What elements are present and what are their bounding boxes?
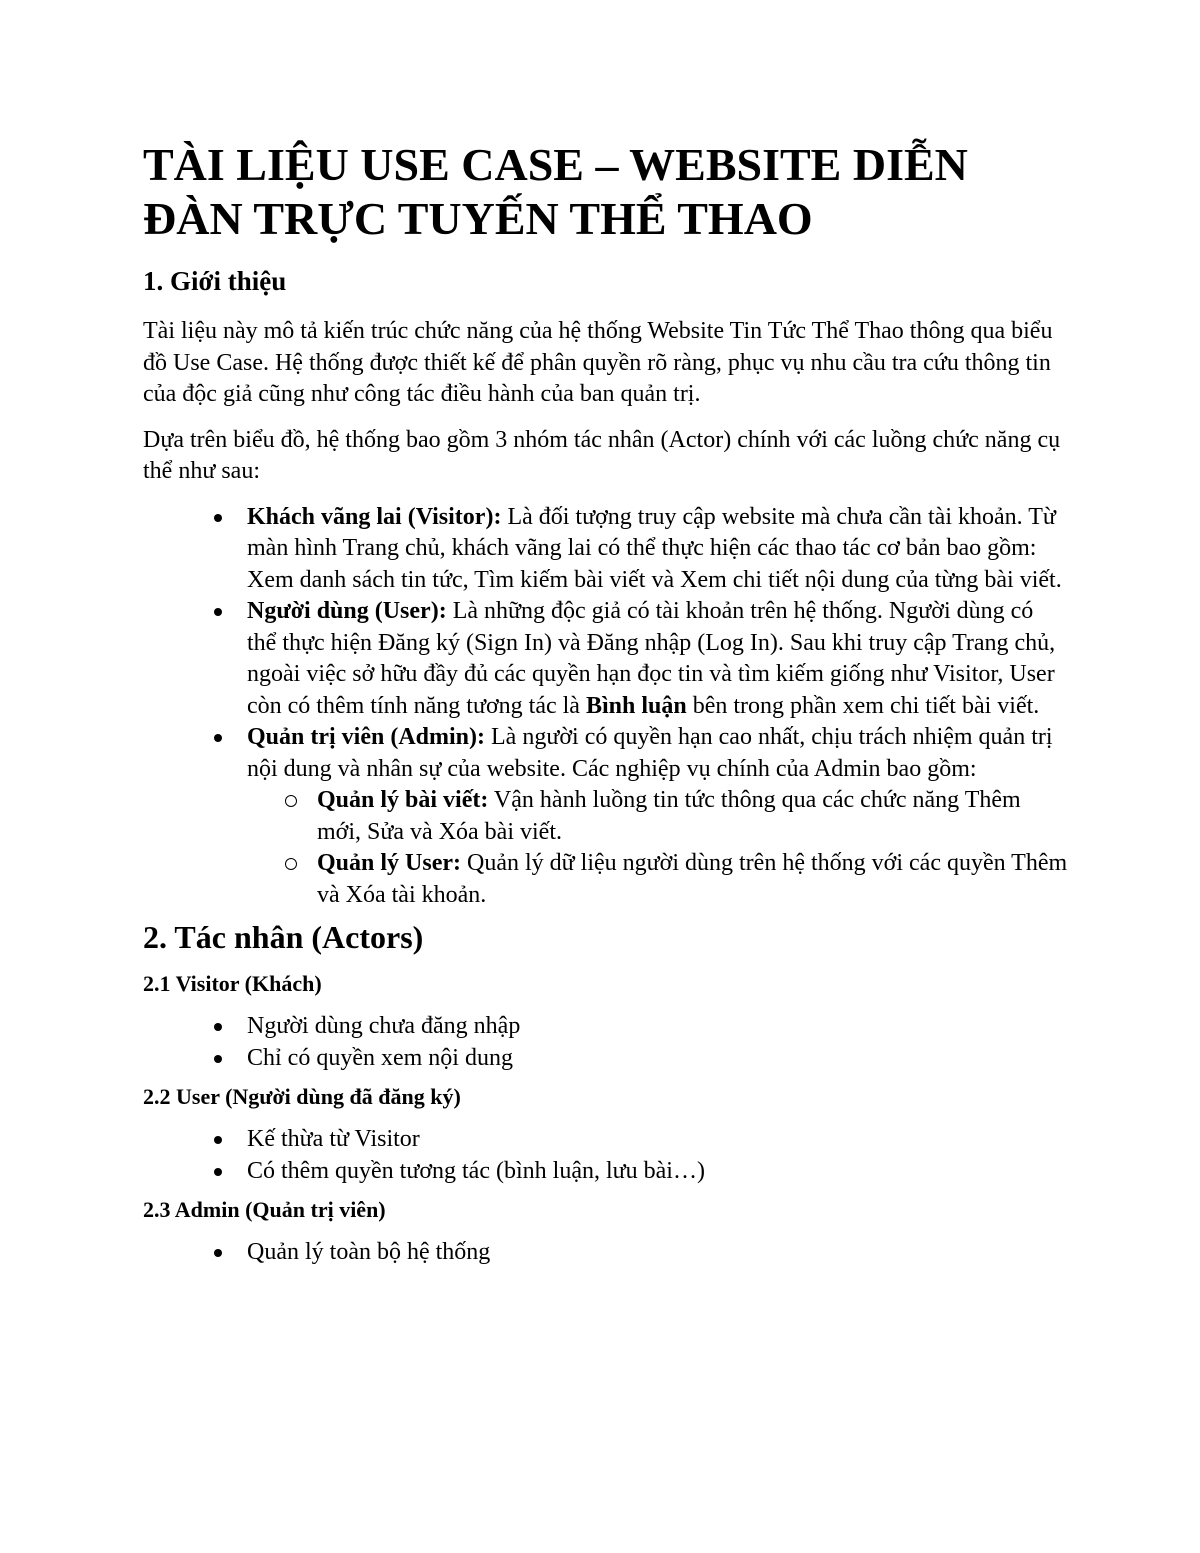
list-item: Người dùng chưa đăng nhập: [143, 1011, 1068, 1043]
sub-item-manage-users: [143, 848, 1068, 911]
actor-description-list: [143, 502, 1068, 912]
manage-users-text: Quản lý dữ liệu người dùng trên hệ thống với các quyền Thêm và Xóa tài khoản.: [317, 850, 1068, 908]
manage-users-label: Quản lý User:: [317, 850, 461, 876]
subsection-heading-admin: 2.3 Admin (Quản trị viên): [143, 1197, 386, 1222]
visitor-text: Là đối tượng truy cập website mà chưa cần tài khoản. Từ màn hình Trang chủ, khách vãng lai có thể thực hiện các thao tác cơ bản bao gồm: Xem danh sách tin tức, Tìm kiếm bài viết và Xem chi tiết nội dung của từng bài viết.: [247, 503, 1062, 593]
user-label: Người dùng (User):: [247, 598, 447, 624]
comment-feature-label: Bình luận: [585, 692, 687, 719]
list-item-user: [143, 596, 1068, 722]
list-item-visitor: [143, 502, 1068, 597]
sub-item-manage-posts: [143, 785, 1068, 848]
visitor-label: Khách vãng lai (Visitor):: [247, 503, 502, 530]
user-list: [143, 1124, 1068, 1187]
admin-text: Là người có quyền hạn cao nhất, chịu trách nhiệm quản trị nội dung và nhân sự của website. Các nghiệp vụ chính của Admin bao gồm:: [247, 724, 1053, 782]
document-body: [143, 138, 1068, 1275]
list-item-admin: [143, 722, 1068, 911]
intro-paragraph: Tài liệu này mô tả kiến trúc chức năng của hệ thống Website Tin Tức Thể Thao thông qua biểu đồ Use Case. Hệ thống được thiết kế để phân quyền rõ ràng, phục vụ nhu cầu tra cứu thông tin của độc giả cũng như công tác điều hành của ban quản trị.: [143, 318, 1053, 407]
section-heading-intro: 1. Giới thiệu: [143, 266, 287, 296]
admin-sub-list: [247, 785, 1068, 911]
admin-list: [143, 1237, 1068, 1269]
list-item: Quản lý toàn bộ hệ thống: [143, 1237, 1068, 1269]
subsection-heading-visitor: 2.1 Visitor (Khách): [143, 971, 322, 996]
list-item: Chỉ có quyền xem nội dung: [143, 1043, 1068, 1075]
manage-posts-label: Quản lý bài viết:: [317, 787, 489, 813]
manage-posts-text: Vận hành luồng tin tức thông qua các chức năng Thêm mới, Sửa và Xóa bài viết.: [317, 787, 1021, 845]
subsection-heading-user: 2.2 User (Người dùng đã đăng ký): [143, 1084, 461, 1109]
document-title: TÀI LIỆU USE CASE – WEBSITE DIỄN ĐÀN TRỰC TUYẾN THỂ THAO: [143, 139, 968, 244]
list-item: Có thêm quyền tương tác (bình luận, lưu bài…): [143, 1156, 1068, 1188]
actors-summary-paragraph: Dựa trên biểu đồ, hệ thống bao gồm 3 nhóm tác nhân (Actor) chính với các luồng chức năng cụ thể như sau:: [143, 426, 1061, 484]
admin-label: Quản trị viên (Admin):: [247, 724, 486, 750]
section-heading-actors: 2. Tác nhân (Actors): [143, 919, 424, 955]
user-text-end: bên trong phần xem chi tiết bài viết.: [686, 692, 1040, 719]
user-text: Là những độc giả có tài khoản trên hệ thống. Người dùng có thể thực hiện Đăng ký (Sign In) và Đăng nhập (Log In). Sau khi truy cập Trang chủ, ngoài việc sở hữu đầy đủ các quyền hạn đọc tin và tìm kiếm giống như Visitor, User còn có thêm tính năng tương tác là: [247, 598, 1056, 719]
visitor-list: [143, 1011, 1068, 1074]
list-item: Kế thừa từ Visitor: [143, 1124, 1068, 1156]
